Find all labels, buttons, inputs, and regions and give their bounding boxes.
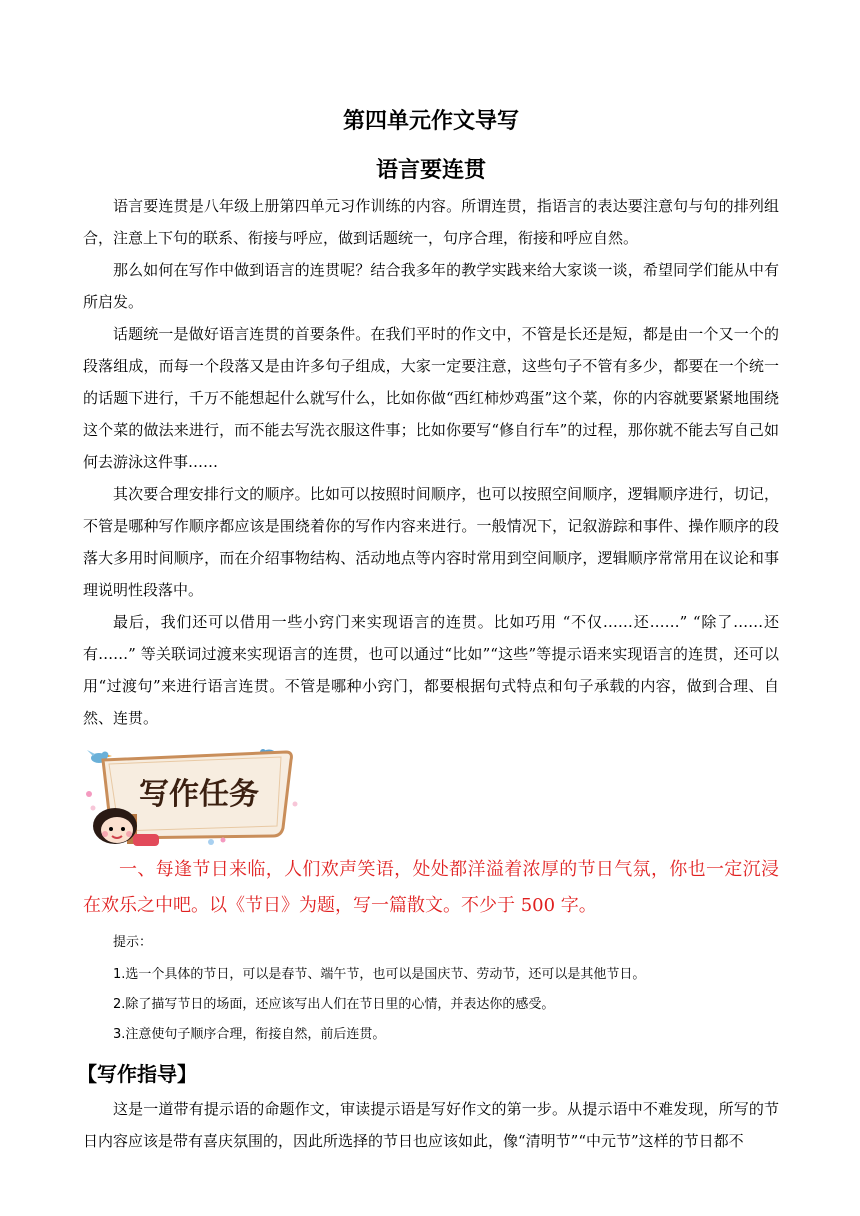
flower-icon bbox=[91, 806, 96, 811]
hint-label: 提示： bbox=[113, 935, 153, 950]
hint-item: 1.选一个具体的节日，可以是春节、端午节，也可以是国庆节、劳动节，还可以是其他节日。 bbox=[113, 967, 646, 982]
hint-list bbox=[83, 960, 779, 1050]
writing-task-sign-illustration bbox=[81, 744, 301, 846]
flower-icon bbox=[293, 802, 298, 807]
writing-guide-heading: 【写作指导】 bbox=[77, 1062, 197, 1086]
flower-icon bbox=[221, 838, 226, 843]
hint-item: 3.注意使句子顺序合理，衔接自然，前后连贯。 bbox=[113, 1027, 386, 1042]
document-title: 第四单元作文导写 bbox=[342, 109, 519, 134]
writing-guide-paragraph: 这是一道带有提示语的命题作文，审读提示语是写好作文的第一步。从提示语中不难发现，所写的节日内容应该是带有喜庆氛围的，因此所选择的节日也应该如此，像“清明节”“中元节”这样的节日都不 bbox=[83, 1100, 779, 1150]
banner-title: 写作任务 bbox=[139, 777, 259, 812]
document-subtitle: 语言要连贯 bbox=[375, 158, 486, 183]
document-body bbox=[77, 100, 779, 1157]
topic-unity-paragraph: 话题统一是做好语言连贯的首要条件。在我们平时的作文中，不管是长还是短，都是由一个又一个的段落组成，而每一个段落又是由许多句子组成，大家一定要注意，这些句子不管有多少，都要在一个统一的话题下进行，千万不能想起什么就写什么，比如你做“西红柿炒鸡蛋”这个菜，你的内容就要紧紧地围绕这个菜的做法来进行，而不能去写洗衣服这件事；比如你要写“修自行车”的过程，那你就不能去写自己如何去游泳这件事…… bbox=[83, 325, 779, 471]
flower-icon bbox=[86, 791, 92, 797]
tips-paragraph: 最后，我们还可以借用一些小窍门来实现语言的连贯。比如巧用 “不仅……还……” “除了……还有……” 等关联词过渡来实现语言的连贯，也可以通过“比如”“这些”等提示语来实现语言的连贯，还可以用“过渡句”来进行语言连贯。不管是哪种小窍门，都要根据句式特点和句子承载的内容，做到合理、自然、连贯。 bbox=[83, 613, 779, 727]
hint-item: 2.除了描写节日的场面，还应该写出人们在节日里的心情，并表达你的感受。 bbox=[113, 997, 555, 1012]
order-paragraph: 其次要合理安排行文的顺序。比如可以按照时间顺序，也可以按照空间顺序，逻辑顺序进行，切记，不管是哪种写作顺序都应该是围绕着你的写作内容来进行。一般情况下，记叙游踪和事件、操作顺序的段落大多用时间顺序，而在介绍事物结构、活动地点等内容时常用到空间顺序，逻辑顺序常常用在议论和事理说明性段落中。 bbox=[83, 485, 779, 599]
question-paragraph: 那么如何在写作中做到语言的连贯呢？结合我多年的教学实践来给大家谈一谈，希望同学们能从中有所启发。 bbox=[83, 261, 779, 311]
flower-icon bbox=[208, 839, 214, 845]
intro-paragraph: 语言要连贯是八年级上册第四单元习作训练的内容。所谓连贯，指语言的表达要注意句与句的排列组合，注意上下句的联系、衔接与呼应，做到话题统一，句序合理，衔接和呼应自然。 bbox=[83, 197, 779, 247]
writing-task-prompt: 一、每逢节日来临，人们欢声笑语，处处都洋溢着浓厚的节日气氛，你也一定沉浸在欢乐之中吧。以《节日》为题，写一篇散文。不少于 500 字。 bbox=[83, 859, 779, 916]
writing-task-banner bbox=[81, 744, 301, 846]
